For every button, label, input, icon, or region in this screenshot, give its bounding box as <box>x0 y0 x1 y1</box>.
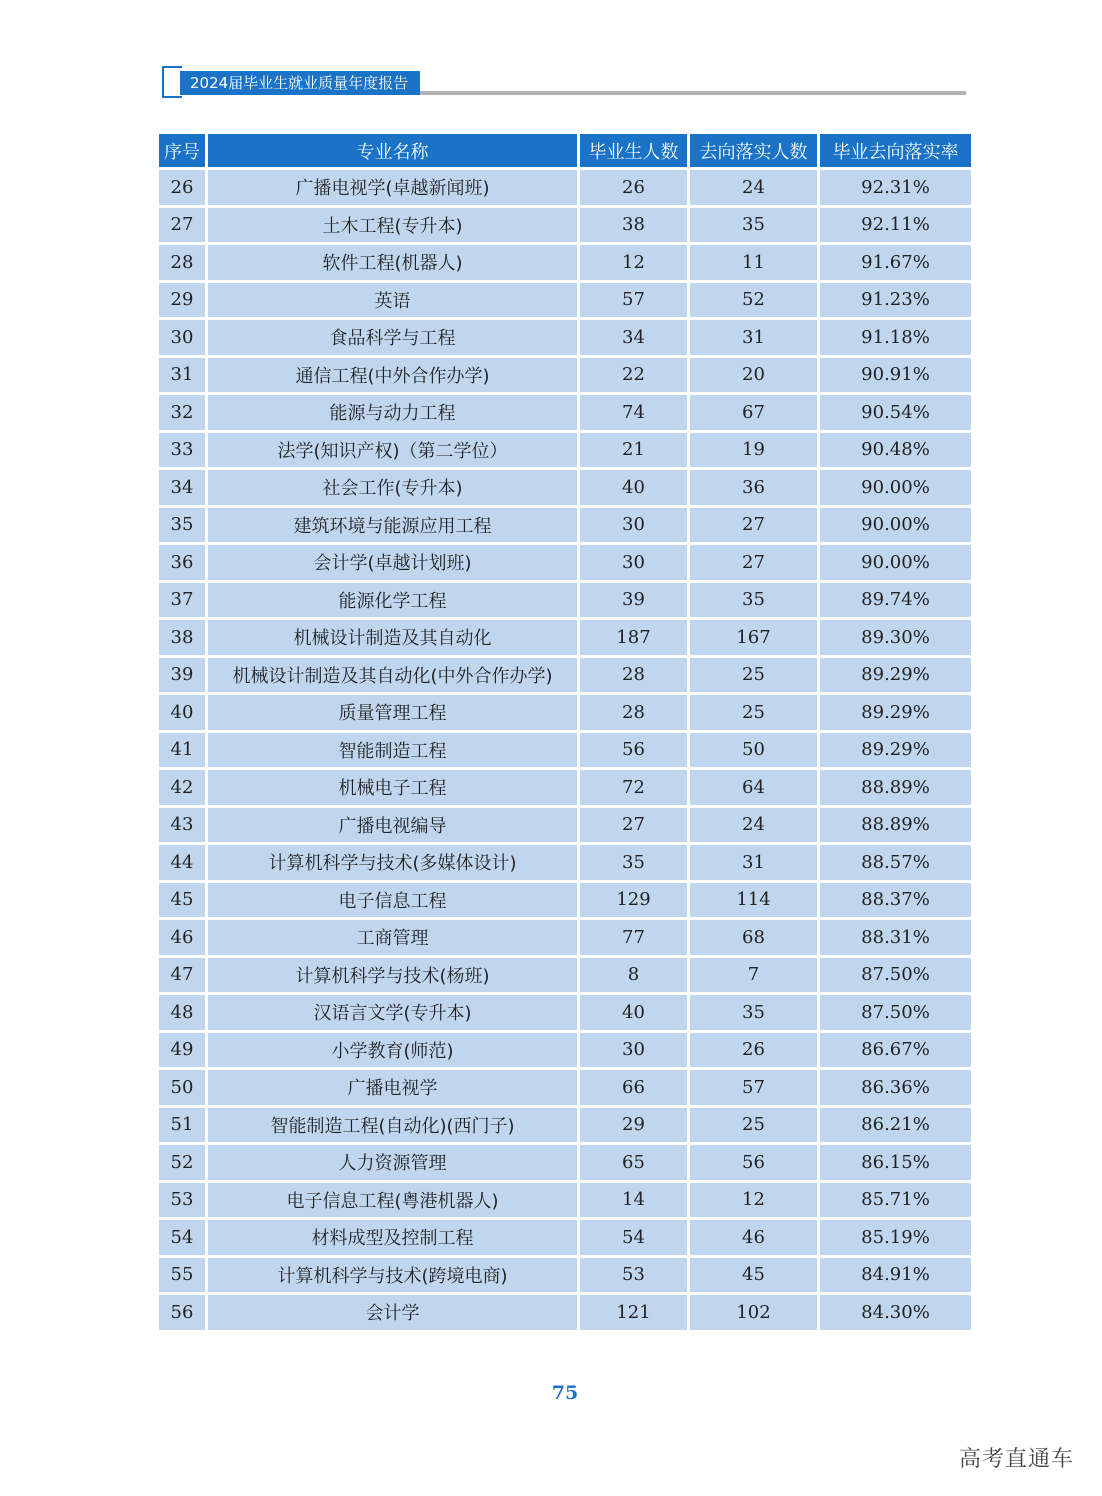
column-header-placed: 去向落实人数 <box>690 134 820 170</box>
cell-index: 34 <box>159 470 208 508</box>
cell-rate: 90.00% <box>820 470 971 508</box>
table-row <box>159 1295 971 1333</box>
cell-index: 39 <box>159 658 208 696</box>
cell-index: 51 <box>159 1108 208 1146</box>
table-row <box>159 770 971 808</box>
cell-placed: 46 <box>690 1220 820 1258</box>
cell-index: 31 <box>159 358 208 396</box>
cell-index: 49 <box>159 1033 208 1071</box>
cell-placed: 26 <box>690 1033 820 1071</box>
cell-major: 会计学 <box>208 1295 580 1333</box>
table-row <box>159 545 971 583</box>
cell-index: 44 <box>159 845 208 883</box>
cell-graduates: 26 <box>580 170 690 208</box>
cell-rate: 89.29% <box>820 733 971 771</box>
table-row <box>159 208 971 246</box>
table-row <box>159 395 971 433</box>
cell-rate: 88.89% <box>820 808 971 846</box>
table-row <box>159 808 971 846</box>
cell-major: 机械设计制造及其自动化 <box>208 620 580 658</box>
cell-graduates: 57 <box>580 283 690 321</box>
cell-placed: 45 <box>690 1258 820 1296</box>
cell-rate: 88.57% <box>820 845 971 883</box>
cell-index: 50 <box>159 1070 208 1108</box>
cell-major: 小学教育(师范) <box>208 1033 580 1071</box>
table-row <box>159 245 971 283</box>
table-body <box>159 170 971 1333</box>
cell-major: 智能制造工程(自动化)(西门子) <box>208 1108 580 1146</box>
cell-graduates: 74 <box>580 395 690 433</box>
table-row <box>159 1258 971 1296</box>
cell-placed: 24 <box>690 170 820 208</box>
cell-rate: 89.29% <box>820 695 971 733</box>
table-row <box>159 358 971 396</box>
cell-placed: 27 <box>690 508 820 546</box>
cell-major: 建筑环境与能源应用工程 <box>208 508 580 546</box>
cell-placed: 27 <box>690 545 820 583</box>
cell-rate: 88.31% <box>820 920 971 958</box>
column-header-index: 序号 <box>159 134 208 170</box>
cell-placed: 36 <box>690 470 820 508</box>
cell-graduates: 40 <box>580 995 690 1033</box>
cell-placed: 35 <box>690 995 820 1033</box>
cell-graduates: 187 <box>580 620 690 658</box>
cell-rate: 89.29% <box>820 658 971 696</box>
table-row <box>159 1070 971 1108</box>
cell-major: 软件工程(机器人) <box>208 245 580 283</box>
cell-major: 计算机科学与技术(杨班) <box>208 958 580 996</box>
cell-index: 28 <box>159 245 208 283</box>
table-row <box>159 958 971 996</box>
cell-placed: 20 <box>690 358 820 396</box>
cell-rate: 92.11% <box>820 208 971 246</box>
column-header-major: 专业名称 <box>208 134 580 170</box>
cell-graduates: 77 <box>580 920 690 958</box>
cell-major: 食品科学与工程 <box>208 320 580 358</box>
cell-rate: 90.48% <box>820 433 971 471</box>
cell-major: 英语 <box>208 283 580 321</box>
cell-major: 计算机科学与技术(跨境电商) <box>208 1258 580 1296</box>
cell-major: 法学(知识产权)（第二学位） <box>208 433 580 471</box>
cell-graduates: 65 <box>580 1145 690 1183</box>
cell-placed: 114 <box>690 883 820 921</box>
cell-rate: 85.71% <box>820 1183 971 1221</box>
table-row <box>159 658 971 696</box>
cell-major: 社会工作(专升本) <box>208 470 580 508</box>
cell-graduates: 14 <box>580 1183 690 1221</box>
cell-graduates: 39 <box>580 583 690 621</box>
cell-major: 质量管理工程 <box>208 695 580 733</box>
cell-placed: 102 <box>690 1295 820 1333</box>
cell-graduates: 30 <box>580 545 690 583</box>
cell-graduates: 28 <box>580 658 690 696</box>
cell-index: 30 <box>159 320 208 358</box>
cell-major: 电子信息工程 <box>208 883 580 921</box>
cell-graduates: 28 <box>580 695 690 733</box>
cell-rate: 88.37% <box>820 883 971 921</box>
cell-graduates: 54 <box>580 1220 690 1258</box>
cell-graduates: 35 <box>580 845 690 883</box>
cell-major: 智能制造工程 <box>208 733 580 771</box>
cell-index: 54 <box>159 1220 208 1258</box>
cell-placed: 25 <box>690 1108 820 1146</box>
cell-placed: 25 <box>690 695 820 733</box>
cell-rate: 87.50% <box>820 958 971 996</box>
cell-graduates: 53 <box>580 1258 690 1296</box>
cell-graduates: 22 <box>580 358 690 396</box>
cell-placed: 35 <box>690 208 820 246</box>
cell-placed: 11 <box>690 245 820 283</box>
cell-graduates: 27 <box>580 808 690 846</box>
cell-major: 机械设计制造及其自动化(中外合作办学) <box>208 658 580 696</box>
cell-major: 人力资源管理 <box>208 1145 580 1183</box>
table-row <box>159 283 971 321</box>
cell-major: 能源化学工程 <box>208 583 580 621</box>
cell-rate: 91.67% <box>820 245 971 283</box>
cell-index: 32 <box>159 395 208 433</box>
watermark-text: 高考直通车 <box>958 1447 1074 1472</box>
cell-index: 35 <box>159 508 208 546</box>
cell-index: 53 <box>159 1183 208 1221</box>
cell-placed: 25 <box>690 658 820 696</box>
cell-rate: 91.23% <box>820 283 971 321</box>
column-header-graduates: 毕业生人数 <box>580 134 690 170</box>
cell-graduates: 56 <box>580 733 690 771</box>
table-row <box>159 883 971 921</box>
cell-index: 40 <box>159 695 208 733</box>
cell-placed: 31 <box>690 320 820 358</box>
cell-rate: 85.19% <box>820 1220 971 1258</box>
table-row <box>159 733 971 771</box>
cell-placed: 7 <box>690 958 820 996</box>
table-row <box>159 920 971 958</box>
cell-index: 41 <box>159 733 208 771</box>
cell-graduates: 12 <box>580 245 690 283</box>
header-bracket <box>162 66 182 98</box>
cell-placed: 64 <box>690 770 820 808</box>
table-row <box>159 620 971 658</box>
cell-major: 会计学(卓越计划班) <box>208 545 580 583</box>
table-row <box>159 170 971 208</box>
cell-index: 37 <box>159 583 208 621</box>
cell-rate: 89.30% <box>820 620 971 658</box>
cell-graduates: 40 <box>580 470 690 508</box>
cell-graduates: 66 <box>580 1070 690 1108</box>
table-row <box>159 508 971 546</box>
cell-index: 56 <box>159 1295 208 1333</box>
cell-rate: 87.50% <box>820 995 971 1033</box>
cell-index: 48 <box>159 995 208 1033</box>
cell-major: 广播电视学(卓越新闻班) <box>208 170 580 208</box>
cell-rate: 86.67% <box>820 1033 971 1071</box>
cell-rate: 90.91% <box>820 358 971 396</box>
cell-index: 33 <box>159 433 208 471</box>
cell-rate: 84.91% <box>820 1258 971 1296</box>
cell-rate: 86.36% <box>820 1070 971 1108</box>
table-row <box>159 1108 971 1146</box>
cell-major: 计算机科学与技术(多媒体设计) <box>208 845 580 883</box>
report-title: 2024届毕业生就业质量年度报告 <box>180 71 420 95</box>
cell-rate: 92.31% <box>820 170 971 208</box>
cell-placed: 35 <box>690 583 820 621</box>
cell-graduates: 29 <box>580 1108 690 1146</box>
cell-graduates: 121 <box>580 1295 690 1333</box>
table-row <box>159 1033 971 1071</box>
cell-index: 45 <box>159 883 208 921</box>
cell-major: 工商管理 <box>208 920 580 958</box>
cell-placed: 24 <box>690 808 820 846</box>
cell-index: 47 <box>159 958 208 996</box>
cell-graduates: 8 <box>580 958 690 996</box>
cell-index: 29 <box>159 283 208 321</box>
cell-index: 36 <box>159 545 208 583</box>
cell-major: 通信工程(中外合作办学) <box>208 358 580 396</box>
cell-graduates: 34 <box>580 320 690 358</box>
cell-placed: 67 <box>690 395 820 433</box>
table-row <box>159 845 971 883</box>
cell-placed: 167 <box>690 620 820 658</box>
cell-rate: 91.18% <box>820 320 971 358</box>
table-row <box>159 995 971 1033</box>
cell-index: 42 <box>159 770 208 808</box>
cell-placed: 31 <box>690 845 820 883</box>
cell-graduates: 30 <box>580 1033 690 1071</box>
cell-index: 27 <box>159 208 208 246</box>
cell-graduates: 129 <box>580 883 690 921</box>
cell-graduates: 72 <box>580 770 690 808</box>
cell-index: 46 <box>159 920 208 958</box>
cell-placed: 68 <box>690 920 820 958</box>
cell-placed: 50 <box>690 733 820 771</box>
cell-major: 广播电视编导 <box>208 808 580 846</box>
cell-rate: 89.74% <box>820 583 971 621</box>
table-row <box>159 695 971 733</box>
table-row <box>159 1220 971 1258</box>
cell-major: 汉语言文学(专升本) <box>208 995 580 1033</box>
table-row <box>159 583 971 621</box>
table-row <box>159 470 971 508</box>
cell-graduates: 21 <box>580 433 690 471</box>
cell-rate: 86.15% <box>820 1145 971 1183</box>
cell-placed: 57 <box>690 1070 820 1108</box>
cell-graduates: 38 <box>580 208 690 246</box>
cell-major: 机械电子工程 <box>208 770 580 808</box>
cell-index: 52 <box>159 1145 208 1183</box>
cell-index: 38 <box>159 620 208 658</box>
cell-placed: 12 <box>690 1183 820 1221</box>
cell-major: 电子信息工程(粤港机器人) <box>208 1183 580 1221</box>
cell-placed: 56 <box>690 1145 820 1183</box>
cell-rate: 86.21% <box>820 1108 971 1146</box>
page-number: 75 <box>551 1382 579 1404</box>
cell-index: 55 <box>159 1258 208 1296</box>
cell-placed: 19 <box>690 433 820 471</box>
cell-rate: 90.00% <box>820 508 971 546</box>
table-row <box>159 320 971 358</box>
table-row <box>159 1145 971 1183</box>
table-row <box>159 1183 971 1221</box>
cell-major: 材料成型及控制工程 <box>208 1220 580 1258</box>
cell-placed: 52 <box>690 283 820 321</box>
cell-rate: 84.30% <box>820 1295 971 1333</box>
cell-index: 26 <box>159 170 208 208</box>
cell-major: 能源与动力工程 <box>208 395 580 433</box>
employment-rate-table <box>159 134 971 1333</box>
cell-rate: 90.00% <box>820 545 971 583</box>
cell-index: 43 <box>159 808 208 846</box>
column-header-rate: 毕业去向落实率 <box>820 134 971 170</box>
cell-major: 广播电视学 <box>208 1070 580 1108</box>
cell-major: 土木工程(专升本) <box>208 208 580 246</box>
cell-graduates: 30 <box>580 508 690 546</box>
table-header-row <box>159 134 971 170</box>
cell-rate: 90.54% <box>820 395 971 433</box>
cell-rate: 88.89% <box>820 770 971 808</box>
table-row <box>159 433 971 471</box>
